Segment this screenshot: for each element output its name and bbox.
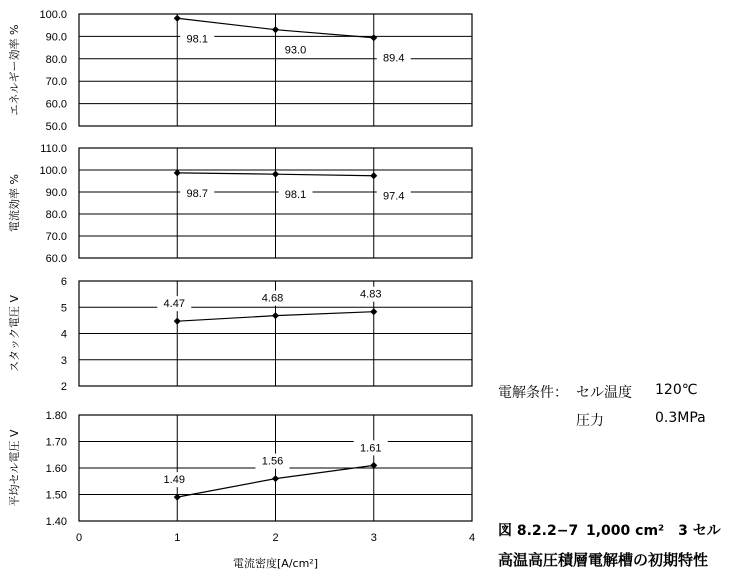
x-tick-label: 0 — [75, 532, 83, 544]
data-label: 98.1 — [186, 33, 208, 46]
data-point — [174, 318, 181, 325]
data-point — [370, 172, 377, 179]
chart-panel-3 — [8, 276, 472, 393]
y-axis-title: エネルギー効率 % — [8, 24, 21, 116]
data-point — [370, 308, 377, 315]
data-point — [272, 312, 279, 319]
y-tick-label: 60.0 — [45, 253, 67, 265]
data-label: 1.49 — [163, 474, 185, 487]
y-tick-label: 1.70 — [45, 436, 67, 449]
condition-temperature-value: 120℃ — [655, 382, 698, 398]
y-tick-label: 1.50 — [45, 489, 67, 502]
x-tick-label: 1 — [174, 532, 181, 544]
y-tick-label: 90.0 — [45, 31, 67, 44]
data-label: 93.0 — [284, 44, 307, 57]
y-tick-label: 1.60 — [45, 463, 67, 475]
chart-panel-1 — [7, 9, 472, 133]
y-tick-label: 60.0 — [45, 98, 67, 111]
y-axis-title: 平均セル電圧 V — [8, 429, 21, 507]
y-tick-label: 80.0 — [45, 209, 67, 221]
figure-title: 高温高圧積層電解槽の初期特性 — [498, 551, 709, 569]
data-point — [370, 34, 377, 41]
y-tick-label: 100.0 — [39, 165, 67, 177]
data-point — [272, 171, 279, 178]
y-tick-label: 4 — [60, 328, 67, 341]
data-label: 4.83 — [360, 288, 382, 301]
y-tick-label: 110.0 — [40, 143, 67, 155]
chart-panel-4 — [7, 410, 475, 570]
y-tick-label: 70.0 — [45, 231, 67, 243]
x-axis-title: 電流密度[A/cm²] — [233, 557, 318, 570]
x-tick-label: 3 — [370, 532, 377, 544]
condition-temperature-name: セル温度 — [576, 385, 632, 401]
data-label: 1.61 — [360, 442, 382, 455]
data-label: 4.47 — [163, 298, 185, 311]
y-axis-title: 電流効率 % — [8, 174, 21, 232]
y-tick-label: 3 — [60, 354, 67, 367]
chart-panel-2 — [7, 143, 472, 265]
y-tick-label: 50.0 — [45, 121, 67, 133]
condition-pressure-name: 圧力 — [576, 413, 604, 429]
figure-detail: 1,000 cm² 3 セル — [586, 523, 721, 539]
y-tick-label: 80.0 — [45, 53, 67, 66]
y-tick-label: 1.80 — [45, 410, 67, 422]
figure-number: 図 8.2.2−7 — [498, 523, 579, 539]
y-tick-label: 6 — [60, 276, 67, 288]
y-tick-label: 90.0 — [45, 187, 67, 199]
data-label: 4.68 — [261, 292, 284, 305]
y-tick-label: 2 — [60, 381, 67, 393]
data-point — [272, 475, 279, 482]
conditions-label: 電解条件： — [498, 385, 568, 401]
x-tick-label: 2 — [272, 532, 279, 544]
condition-pressure-value: 0.3MPa — [655, 410, 706, 426]
data-label: 97.4 — [383, 190, 405, 203]
data-point — [174, 15, 181, 22]
y-tick-label: 70.0 — [45, 76, 67, 89]
data-label: 1.56 — [261, 455, 284, 468]
data-label: 89.4 — [383, 52, 405, 65]
y-tick-label: 100.0 — [39, 9, 67, 21]
x-tick-label: 4 — [468, 532, 476, 544]
y-tick-label: 1.40 — [45, 516, 67, 528]
y-tick-label: 5 — [60, 302, 67, 315]
y-axis-title: スタック電圧 V — [8, 294, 21, 373]
data-point — [272, 26, 279, 33]
data-label: 98.1 — [284, 189, 307, 202]
data-label: 98.7 — [186, 187, 208, 200]
